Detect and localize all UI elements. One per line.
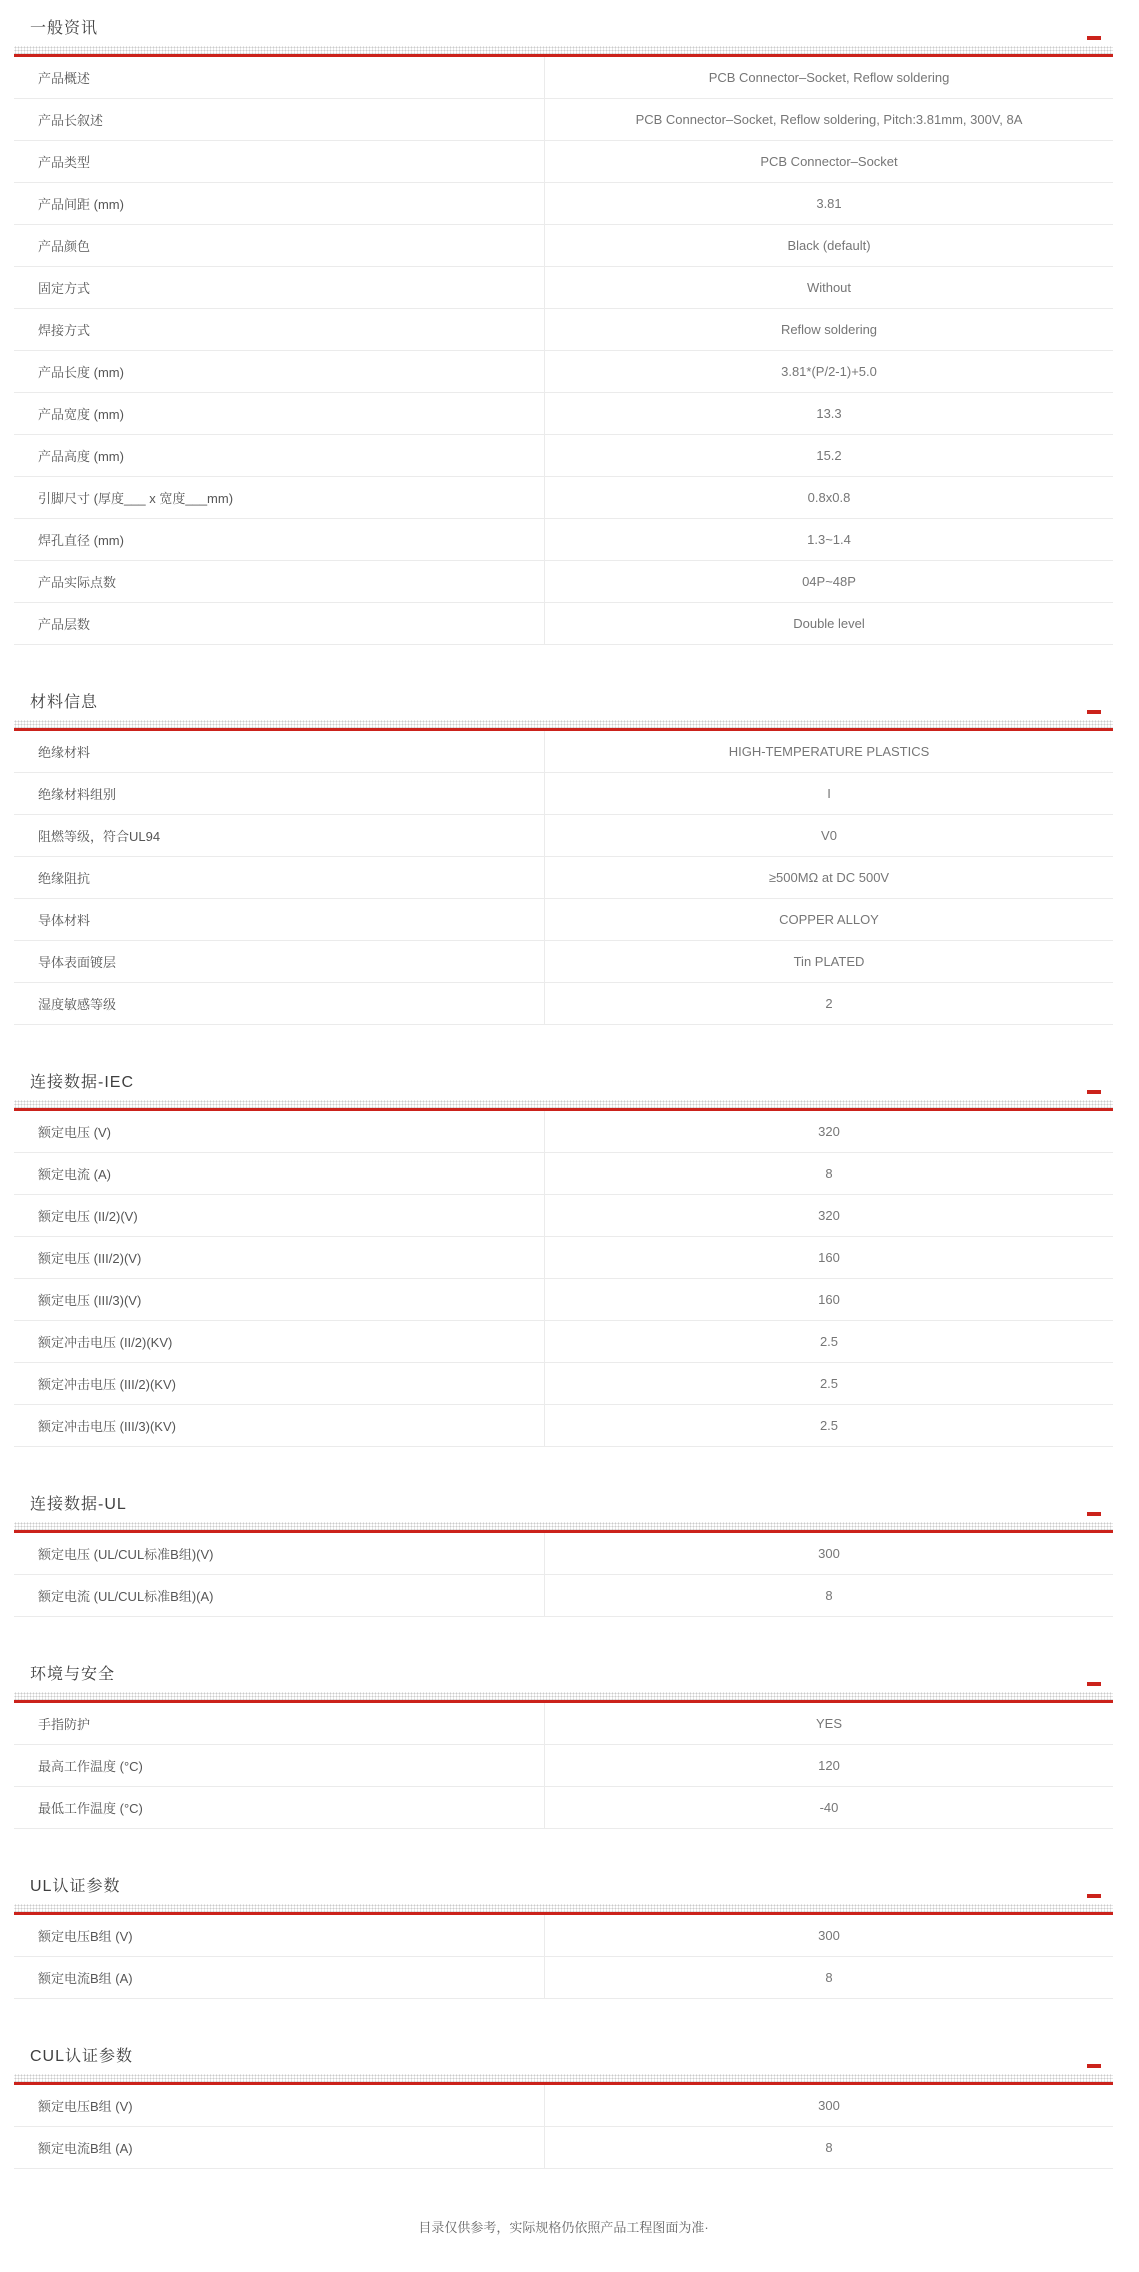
row-value: 3.81 xyxy=(544,183,1113,224)
section-header xyxy=(14,6,1113,46)
collapse-minus-icon[interactable] xyxy=(1087,1090,1101,1094)
section-title: 环境与安全 xyxy=(30,1665,116,1683)
row-label: 产品长叙述 xyxy=(38,113,104,128)
row-label: 额定电流B组 (A) xyxy=(38,1971,133,1986)
spec-section xyxy=(14,1482,1113,1617)
row-label: 产品长度 (mm) xyxy=(38,365,124,380)
collapse-minus-icon[interactable] xyxy=(1087,1682,1101,1686)
row-value: 15.2 xyxy=(544,435,1113,476)
row-label: 额定电压 (II/2)(V) xyxy=(38,1209,138,1224)
row-label: 最低工作温度 (°C) xyxy=(38,1801,143,1816)
section-divider-dotted xyxy=(14,720,1113,731)
row-value: PCB Connector–Socket, Reflow soldering xyxy=(544,57,1113,98)
table-row xyxy=(14,603,1113,645)
row-label: 绝缘阻抗 xyxy=(38,871,91,886)
spec-section xyxy=(14,2034,1113,2169)
spec-table xyxy=(14,1703,1113,1829)
row-label: 额定电流B组 (A) xyxy=(38,2141,133,2156)
table-row xyxy=(14,267,1113,309)
collapse-minus-icon[interactable] xyxy=(1087,1894,1101,1898)
table-row xyxy=(14,2127,1113,2169)
section-title: CUL认证参数 xyxy=(30,2047,134,2065)
row-label: 产品高度 (mm) xyxy=(38,449,124,464)
section-divider-dotted xyxy=(14,46,1113,57)
table-row xyxy=(14,1237,1113,1279)
table-row xyxy=(14,731,1113,773)
row-label: 额定冲击电压 (III/3)(KV) xyxy=(38,1419,176,1434)
table-row xyxy=(14,435,1113,477)
row-value: 320 xyxy=(544,1195,1113,1236)
row-label: 产品类型 xyxy=(38,155,91,170)
row-label: 湿度敏感等级 xyxy=(38,997,117,1012)
table-row xyxy=(14,1957,1113,1999)
row-label: 额定电流 (A) xyxy=(38,1167,111,1182)
row-label: 焊孔直径 (mm) xyxy=(38,533,124,548)
row-value: 300 xyxy=(544,1533,1113,1574)
row-label: 产品颜色 xyxy=(38,239,91,254)
table-row xyxy=(14,941,1113,983)
table-row xyxy=(14,99,1113,141)
spec-section xyxy=(14,6,1113,645)
table-row xyxy=(14,561,1113,603)
table-row xyxy=(14,2085,1113,2127)
section-title: UL认证参数 xyxy=(30,1877,121,1895)
row-value: 8 xyxy=(544,1575,1113,1616)
section-title: 连接数据-IEC xyxy=(30,1073,135,1091)
table-row xyxy=(14,141,1113,183)
row-value: ≥500MΩ at DC 500V xyxy=(544,857,1113,898)
table-row xyxy=(14,1111,1113,1153)
section-title: 材料信息 xyxy=(30,693,99,711)
collapse-minus-icon[interactable] xyxy=(1087,710,1101,714)
row-label: 额定冲击电压 (II/2)(KV) xyxy=(38,1335,173,1350)
row-label: 手指防护 xyxy=(38,1717,91,1732)
row-value: 2.5 xyxy=(544,1321,1113,1362)
row-value: 120 xyxy=(544,1745,1113,1786)
table-row xyxy=(14,393,1113,435)
row-value: 13.3 xyxy=(544,393,1113,434)
row-label: 固定方式 xyxy=(38,281,91,296)
row-label: 额定电压 (III/2)(V) xyxy=(38,1251,142,1266)
table-row xyxy=(14,899,1113,941)
row-label: 额定电压B组 (V) xyxy=(38,1929,133,1944)
spec-table xyxy=(14,1533,1113,1617)
row-value: PCB Connector–Socket xyxy=(544,141,1113,182)
row-value: 3.81*(P/2-1)+5.0 xyxy=(544,351,1113,392)
section-header xyxy=(14,1652,1113,1692)
table-row xyxy=(14,1745,1113,1787)
row-label: 绝缘材料组别 xyxy=(38,787,117,802)
row-value: 160 xyxy=(544,1237,1113,1278)
spec-table xyxy=(14,57,1113,645)
row-label: 导体表面镀层 xyxy=(38,955,117,970)
row-value: 04P~48P xyxy=(544,561,1113,602)
table-row xyxy=(14,519,1113,561)
table-row xyxy=(14,309,1113,351)
section-header xyxy=(14,2034,1113,2074)
table-row xyxy=(14,1153,1113,1195)
row-value: 2.5 xyxy=(544,1405,1113,1446)
row-value: 320 xyxy=(544,1111,1113,1152)
row-value: Without xyxy=(544,267,1113,308)
table-row xyxy=(14,1195,1113,1237)
table-row xyxy=(14,1533,1113,1575)
row-label: 额定电压 (III/3)(V) xyxy=(38,1293,142,1308)
row-value: 8 xyxy=(544,1957,1113,1998)
table-row xyxy=(14,477,1113,519)
row-value: 300 xyxy=(544,2085,1113,2126)
row-value: 2 xyxy=(544,983,1113,1024)
spec-section xyxy=(14,1864,1113,1999)
row-label: 产品层数 xyxy=(38,617,91,632)
row-label: 额定电压 (UL/CUL标准B组)(V) xyxy=(38,1547,214,1562)
row-value: YES xyxy=(544,1703,1113,1744)
table-row xyxy=(14,351,1113,393)
table-row xyxy=(14,1279,1113,1321)
spec-section xyxy=(14,1652,1113,1829)
section-divider-dotted xyxy=(14,1100,1113,1111)
row-value: PCB Connector–Socket, Reflow soldering, Pitch:3.81mm, 300V, 8A xyxy=(544,99,1113,140)
row-value: -40 xyxy=(544,1787,1113,1828)
row-label: 额定冲击电压 (III/2)(KV) xyxy=(38,1377,176,1392)
table-row xyxy=(14,1787,1113,1829)
row-label: 焊接方式 xyxy=(38,323,91,338)
row-label: 产品实际点数 xyxy=(38,575,117,590)
row-value: I xyxy=(544,773,1113,814)
row-value: V0 xyxy=(544,815,1113,856)
spec-sections xyxy=(14,6,1113,2169)
table-row xyxy=(14,857,1113,899)
row-value: 0.8x0.8 xyxy=(544,477,1113,518)
collapse-minus-icon[interactable] xyxy=(1087,2064,1101,2068)
row-value: 300 xyxy=(544,1915,1113,1956)
row-value: Double level xyxy=(544,603,1113,644)
spec-table xyxy=(14,731,1113,1025)
row-label: 额定电压B组 (V) xyxy=(38,2099,133,2114)
row-label: 阻燃等级，符合UL94 xyxy=(38,829,161,844)
section-title: 一般资讯 xyxy=(30,19,99,37)
row-label: 产品概述 xyxy=(38,71,91,86)
table-row xyxy=(14,1363,1113,1405)
table-row xyxy=(14,225,1113,267)
row-value: COPPER ALLOY xyxy=(544,899,1113,940)
row-value: 160 xyxy=(544,1279,1113,1320)
section-divider-dotted xyxy=(14,2074,1113,2085)
spec-table xyxy=(14,2085,1113,2169)
section-header xyxy=(14,1060,1113,1100)
section-title: 连接数据-UL xyxy=(30,1495,127,1513)
table-row xyxy=(14,1915,1113,1957)
spec-table xyxy=(14,1111,1113,1447)
collapse-minus-icon[interactable] xyxy=(1087,36,1101,40)
row-value: 8 xyxy=(544,2127,1113,2168)
row-value: Black (default) xyxy=(544,225,1113,266)
row-value: Reflow soldering xyxy=(544,309,1113,350)
table-row xyxy=(14,1405,1113,1447)
row-label: 产品宽度 (mm) xyxy=(38,407,124,422)
footer-disclaimer: 目录仅供参考，实际规格仍依照产品工程图面为准· xyxy=(418,2220,709,2235)
section-header xyxy=(14,680,1113,720)
table-row xyxy=(14,1575,1113,1617)
spec-table xyxy=(14,1915,1113,1999)
row-label: 产品间距 (mm) xyxy=(38,197,124,212)
table-row xyxy=(14,983,1113,1025)
spec-section xyxy=(14,680,1113,1025)
row-label: 导体材料 xyxy=(38,913,91,928)
row-value: Tin PLATED xyxy=(544,941,1113,982)
table-row xyxy=(14,1321,1113,1363)
row-label: 额定电流 (UL/CUL标准B组)(A) xyxy=(38,1589,214,1604)
section-header xyxy=(14,1864,1113,1904)
table-row xyxy=(14,183,1113,225)
row-label: 最高工作温度 (°C) xyxy=(38,1759,143,1774)
section-divider-dotted xyxy=(14,1904,1113,1915)
table-row xyxy=(14,773,1113,815)
section-header xyxy=(14,1482,1113,1522)
row-value: 2.5 xyxy=(544,1363,1113,1404)
product-spec-page xyxy=(14,0,1113,2272)
table-row xyxy=(14,815,1113,857)
collapse-minus-icon[interactable] xyxy=(1087,1512,1101,1516)
row-label: 绝缘材料 xyxy=(38,745,91,760)
row-label: 额定电压 (V) xyxy=(38,1125,111,1140)
row-value: 1.3~1.4 xyxy=(544,519,1113,560)
spec-section xyxy=(14,1060,1113,1447)
row-value: 8 xyxy=(544,1153,1113,1194)
section-divider-dotted xyxy=(14,1522,1113,1533)
row-label: 引脚尺寸 (厚度___ x 宽度___mm) xyxy=(38,491,234,506)
section-divider-dotted xyxy=(14,1692,1113,1703)
table-row xyxy=(14,57,1113,99)
row-value: HIGH-TEMPERATURE PLASTICS xyxy=(544,731,1113,772)
table-row xyxy=(14,1703,1113,1745)
